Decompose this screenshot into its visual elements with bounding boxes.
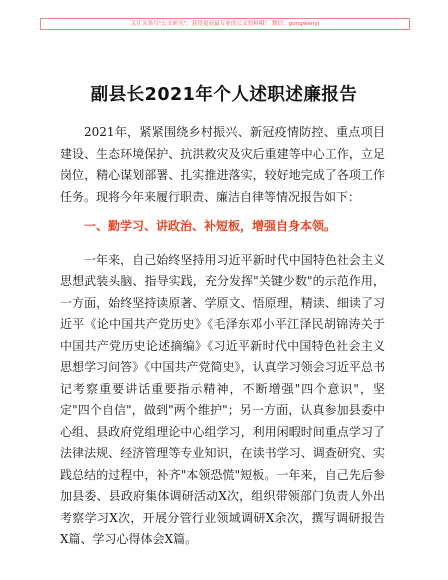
document-body [60, 122, 385, 551]
intro-paragraph: 2021年，紧紧围绕乡村振兴、新冠疫情防控、重点项目建设、生态环境保护、抗洪救灾及灾后重建等中心工作，立足岗位，精心谋划部署、扎实推进落实，较好地完成了各项工作任务。现将今年来履行职责、廉洁自律等情况报告如下： [60, 125, 385, 204]
header-banner [40, 18, 410, 30]
section-heading: 一、勤学习、讲政治、补短板，增强自身本领。 [84, 219, 337, 233]
body-paragraph: 一年来，自己始终坚持用习近平新时代中国特色社会主义思想武装头脑、指导实践，充分发挥"关键少数"的示范作用，一方面，始终坚持读原著、学原文、悟原理，精读、细读了习近平《论中国共产党历史》《毛泽东邓小平江泽民胡锦涛关于中国共产党历史论述摘编》《习近平新时代中国特色社会主义思想学习问答》《中国共产党简史》，认真学习领会习近平总书记考察重要讲话重要指示精神，不断增强"四个意识"，坚定"四个自信"，做到"两个维护"；另一方面，认真参加县委中心组、县政府党组理论中心组学习，利用闲暇时间重点学习了法律法规、经济管理等专业知识，在读书学习、调查研究、实践总结的过程中，补齐"本领恐慌"短板。一年来，自己先后参加县委、县政府集体调研活动X次，组织带领部门负责人外出考察学习X次，开展分管行业领域调研X余次，撰写调研报告X篇、学习心得体会X篇。 [60, 252, 385, 546]
banner-text: 关注头条号"公文研究"，获得更前最专业的公文资料哦！ 微信：gongwenyj [130, 21, 320, 27]
document-title: 副县长2021年个人述职述廉报告 [90, 85, 358, 105]
